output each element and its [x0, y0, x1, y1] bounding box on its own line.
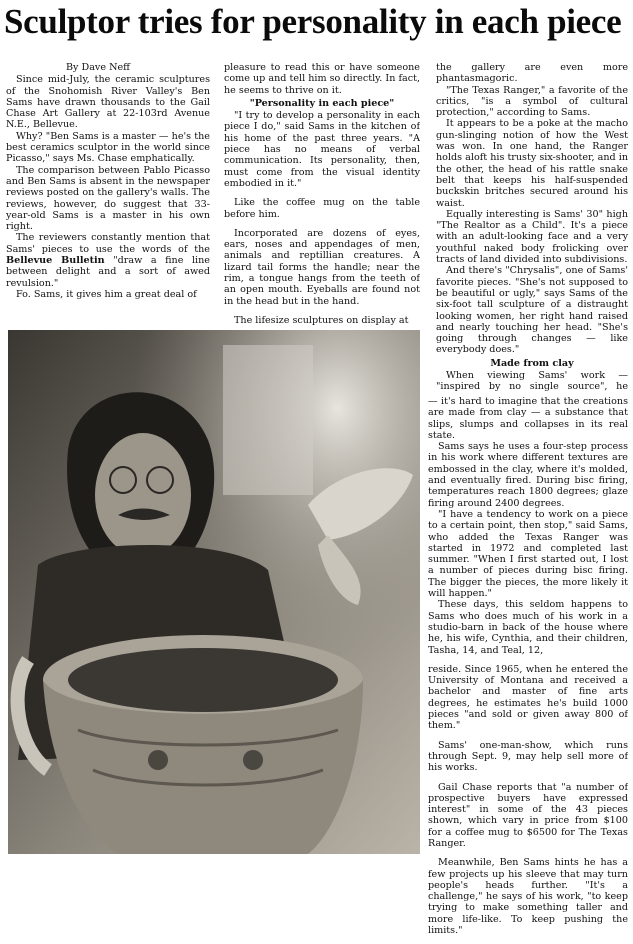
headline: Sculptor tries for personality in each piece — [4, 2, 622, 41]
paragraph: reside. Since 1965, when he entered the University of Montana and received a bachelor and master of fine arts degrees, he estimates he's build 1000 pieces "and sold or given away 800 of them." — [428, 663, 628, 732]
text-span: The reviewers constantly mention that Sams' pieces to use the words of the — [6, 232, 210, 255]
paragraph: Since mid-July, the ceramic sculptures of the Snohomish River Valley's Ben Sams have drawn thousands to the Gail Chase Art Gallery at 22-103rd Avenue N.E., Bellevue. — [6, 74, 210, 131]
paragraph: pleasure to read this or have someone come up and tell him so directly. In fact, he seems to thrive on it. — [224, 62, 420, 96]
pot-opening — [68, 648, 338, 712]
column-3-top — [436, 62, 628, 392]
paragraph: Gail Chase reports that "a number of prospective buyers have expressed interest" in some of the 43 pieces shown, which vary in price from $100 for a coffee mug to $6500 for The Texas Ranger. — [428, 781, 628, 849]
column-1 — [6, 62, 210, 348]
paragraph: Like the coffee mug on the table before him. — [224, 197, 420, 220]
paragraph — [6, 232, 210, 288]
byline: By Dave Neff — [66, 62, 130, 73]
paragraph: Sams' one-man-show, which runs through Sept. 9, may help sell more of his works. — [428, 739, 628, 774]
paragraph: the gallery are even more phantasmagoric. — [436, 62, 628, 85]
paragraph: — it's hard to imagine that the creations are made from clay — a substance that slips, slumps and collapses in its real state. — [428, 396, 628, 441]
photo-illustration — [8, 330, 420, 854]
pot-eye-detail — [243, 750, 263, 770]
sculptor-photo — [8, 330, 420, 854]
column-3-bottom — [428, 396, 628, 942]
paragraph: These days, this seldom happens to Sams who does much of his work in a studio-barn in back of the house where he, his wife, Cynthia, and their children, Tasha, 14, and Teal, 12, — [428, 599, 628, 656]
text-span: "draw a fine line between delight and a sort of awed revulsion." — [6, 255, 210, 289]
paragraph: "I have a tendency to work on a piece to a certain point, then stop," said Sams, who added the Texas Ranger was started in 1972 and completed last summer. "When I first started out, I lost a number of pieces during bisc firing. The bigger the pieces, the more likely it will happen." — [428, 508, 628, 600]
subheading: Made from clay — [490, 357, 574, 369]
newspaper-name: Bellevue Bulletin — [6, 255, 105, 267]
paragraph: Sams says he uses a four-step process in his work where different textures are embossed in the clay, where it's molded, and eventually fired. During bisc firing, temperatures reach 1800 degrees; glaze firing around 2400 degrees. — [428, 441, 628, 509]
paragraph: The comparison between Pablo Picasso and Ben Sams is absent in the newspaper reviews posted on the gallery's walls. The reviews, however, do suggest that 33-year-old Sams is a master in his own right. — [6, 164, 210, 233]
paragraph: Fo. Sams, it gives him a great deal of — [16, 288, 197, 300]
subheading: "Personality in each piece" — [249, 97, 395, 109]
paragraph: And there's "Chrysalis", one of Sams' favorite pieces. "She's not supposed to be beautiful or ugly," says Sams of the six-foot tall sculpture of a distraught looking women, her right hand raised and nearly touching her head. "She's going through changes — like everybody does." — [436, 265, 628, 356]
paragraph: "I try to develop a personality in each piece I do," said Sams in the kitchen of his home of the past three years. "A piece has no means of verbal communication. Its personality, then, must come from the visual identity embodied in it." — [224, 110, 420, 189]
paragraph: Meanwhile, Ben Sams hints he has a few projects up his sleeve that may turn people's heads further. "It's a challenge," he says of his work, "to keep trying to make something taller and more life-like. To keep pushing the limits." — [428, 857, 628, 937]
column-2 — [224, 62, 420, 328]
paragraph: Why? "Ben Sams is a master — he's the best ceramics sculptor in the world since Picasso," says Ms. Chase emphatically. — [6, 130, 210, 165]
window-pane — [223, 345, 313, 495]
pot-eye-detail — [148, 750, 168, 770]
paragraph: Incorporated are dozens of eyes, ears, noses and appendages of men, animals and reptillian creatures. A lizard tail forms the handle; near the rim, a tongue hangs from the teeth of an open mouth. Eyeballs are found not in the head but in the hand. — [224, 227, 420, 307]
paragraph: The lifesize sculptures on display at — [234, 314, 409, 326]
paragraph: When viewing Sams' work — "inspired by no single source", he — [436, 370, 628, 392]
paragraph: It appears to be a poke at the macho gun-slinging notion of how the West was won. In one hand, the Ranger holds aloft his trusty six-shooter, and in the other, the head of his rattle snake belt that keeps his half-suspended buckskin britches secured around his waist. — [436, 118, 628, 209]
paragraph: Equally interesting is Sams' 30" high "The Realtor as a Child". It's a piece with an adult-looking face and a very youthful naked body frolicking over tracts of land divided into subdivisions. — [436, 208, 628, 266]
face — [95, 433, 191, 557]
paragraph: "The Texas Ranger," a favorite of the critics, "is a symbol of cultural protection," according to Sams. — [436, 84, 628, 119]
